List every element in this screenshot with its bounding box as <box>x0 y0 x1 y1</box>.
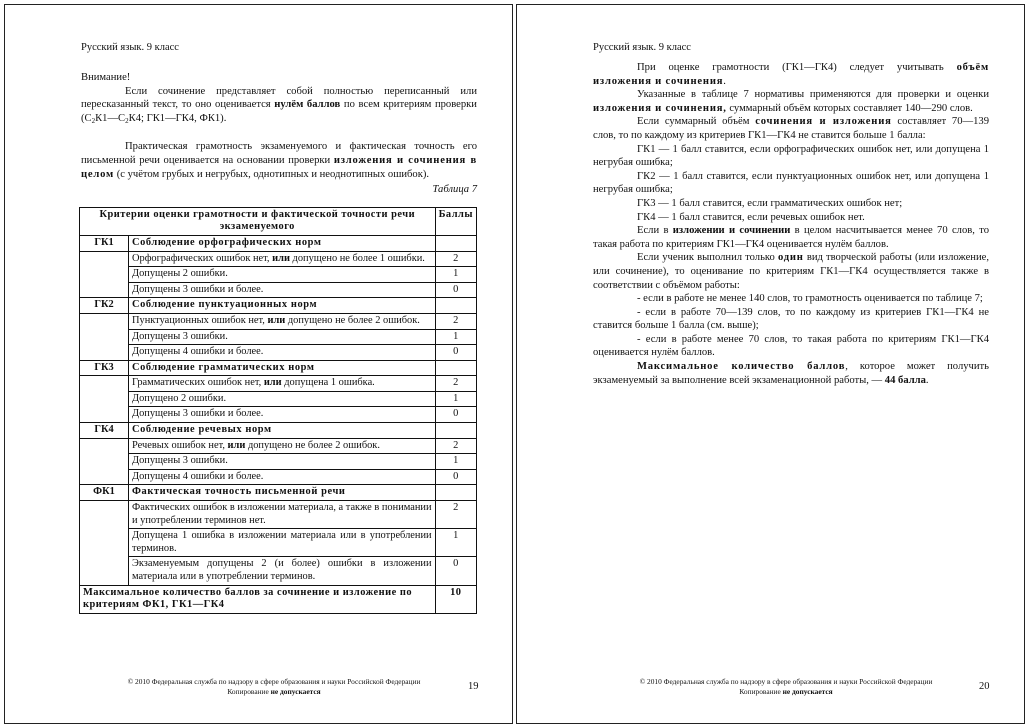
table-row <box>80 407 477 423</box>
code-cell <box>80 313 129 329</box>
literacy-paragraph: Практическая грамотность экзаменуемого и фактическая точность его письменной речи оценивается на основании проверки изложения и сочинения в целом (с учётом грубых и негрубых, однотипных и неоднотипных ошибок). <box>81 141 477 180</box>
paragraph: ГК4 — 1 балл ставится, если речевых ошибок нет. <box>637 211 865 223</box>
criterion-description: Допущены 4 ошибки и более. <box>129 345 436 361</box>
table-row <box>80 251 477 267</box>
criterion-code: ФК1 <box>80 485 129 501</box>
section-row <box>80 235 477 251</box>
page-number: 20 <box>979 681 990 692</box>
paragraph: ГК2 — 1 балл ставится, если пунктуационных ошибок нет, или допущена 1 негрубая ошибка; <box>593 170 989 196</box>
footer-copyright: © 2010 Федеральная служба по надзору в сфере образования и науки Российской Федерации <box>127 677 421 686</box>
points-cell <box>435 298 476 314</box>
criterion-description: Допущены 3 ошибки и более. <box>129 282 436 298</box>
table-row <box>80 267 477 283</box>
table-row <box>80 282 477 298</box>
criterion-description: Экзаменуемым допущены 2 (и более) ошибки в изложении материала или в употреблении терминов. <box>129 557 436 585</box>
criterion-description: Речевых ошибок нет, или допущено не более 2 ошибок. <box>129 438 436 454</box>
points-value: 1 <box>435 529 476 557</box>
criterion-description: Допущена 1 ошибка в изложении материала или в употреблении терминов. <box>129 529 436 557</box>
criterion-title: Соблюдение грамматических норм <box>129 360 436 376</box>
points-value: 2 <box>435 501 476 529</box>
code-cell <box>80 407 129 423</box>
table-row <box>80 329 477 345</box>
code-cell <box>80 529 129 557</box>
paragraph: - если в работе менее 70 слов, то такая работа по критериям ГК1—ГК4 оценивается нулём баллов. <box>593 333 989 359</box>
table-header-row <box>80 207 477 235</box>
attention-paragraph: Если сочинение представляет собой полностью переписанный или пересказанный текст, то оно оценивается нулём баллов по всем критериям проверки ($С_2К1—С_2К4$; ГК1—ГК4, ФК1). <box>81 85 477 125</box>
points-value: 1 <box>435 454 476 470</box>
paragraph: Если в изложении и сочинении в целом насчитывается менее 70 слов, то такая работа по критериям ГК1—ГК4 оценивается нулём баллов. <box>593 225 990 250</box>
section-row <box>80 423 477 439</box>
criterion-description: Допущены 4 ошибки и более. <box>129 469 436 485</box>
criterion-description: Допущены 2 ошибки. <box>129 267 436 283</box>
points-value: 2 <box>435 438 476 454</box>
points-cell <box>435 360 476 376</box>
total-label: Максимальное количество баллов за сочинение и изложение по критериям ФК1, ГК1—ГК4 <box>80 585 436 613</box>
table-row <box>80 454 477 470</box>
footer-copyright: © 2010 Федеральная служба по надзору в сфере образования и науки Российской Федерации <box>639 677 933 686</box>
table-row <box>80 557 477 585</box>
paragraph: При оценке грамотности (ГК1—ГК4) следует учитывать объём изложения и сочинения. <box>593 62 989 87</box>
footer <box>109 677 439 697</box>
table-row <box>80 391 477 407</box>
table-row <box>80 469 477 485</box>
criterion-code: ГК2 <box>80 298 129 314</box>
paragraph: ГК3 — 1 балл ставится, если грамматических ошибок нет; <box>637 197 903 209</box>
points-cell <box>435 485 476 501</box>
criteria-table <box>79 207 477 614</box>
criterion-description: Фактических ошибок в изложении материала, а также в понимании и употреблении терминов нет. <box>129 501 436 529</box>
paragraph: Если суммарный объём сочинения и изложения составляет 70—139 слов, то по каждому из критериев ГК1—ГК4 не ставится больше 1 балла: <box>593 116 989 141</box>
paragraph: Максимальное количество баллов, которое может получить экзаменуемый за выполнение всей экзаменационной работы, — 44 балла. <box>593 361 990 386</box>
code-cell <box>80 391 129 407</box>
criterion-title: Соблюдение орфографических норм <box>129 235 436 251</box>
page-content <box>593 61 989 387</box>
table-row <box>80 345 477 361</box>
paragraph: - если в работе 70—139 слов, то по каждому из критериев ГК1—ГК4 не ставится больше 1 балла (см. выше); <box>593 306 989 332</box>
points-value: 1 <box>435 267 476 283</box>
criterion-code: ГК1 <box>80 235 129 251</box>
page-header: Русский язык. 9 класс <box>593 42 691 53</box>
table-row <box>80 529 477 557</box>
section-row <box>80 360 477 376</box>
points-cell <box>435 423 476 439</box>
paragraph: Если ученик выполнил только один вид творческой работы (или изложение, или сочинение), то оценивание по критериям ГК1—ГК4 осуществляется также в соответствии с объёмом работы: <box>593 252 989 291</box>
points-cell <box>435 235 476 251</box>
page-number: 19 <box>468 681 479 692</box>
code-cell <box>80 454 129 470</box>
code-cell <box>80 376 129 392</box>
criterion-description: Допущены 3 ошибки. <box>129 454 436 470</box>
paragraph: ГК1 — 1 балл ставится, если орфографических ошибок нет, или допущена 1 негрубая ошибка; <box>593 143 989 169</box>
code-cell <box>80 282 129 298</box>
table-row <box>80 501 477 529</box>
code-cell <box>80 501 129 529</box>
criterion-description: Грамматических ошибок нет, или допущена 1 ошибка. <box>129 376 436 392</box>
points-value: 2 <box>435 376 476 392</box>
points-value: 0 <box>435 345 476 361</box>
header-points: Баллы <box>435 207 476 235</box>
table-row <box>80 313 477 329</box>
criterion-title: Соблюдение пунктуационных норм <box>129 298 436 314</box>
paragraph: - если в работе не менее 140 слов, то грамотность оценивается по таблице 7; <box>637 293 983 305</box>
page-content <box>81 71 477 614</box>
criterion-description: Допущены 3 ошибки. <box>129 329 436 345</box>
total-row <box>80 585 477 613</box>
points-value: 1 <box>435 391 476 407</box>
attention-title: Внимание! <box>81 72 131 83</box>
code-cell <box>80 345 129 361</box>
points-value: 0 <box>435 557 476 585</box>
page-left <box>4 4 513 724</box>
points-value: 2 <box>435 313 476 329</box>
criterion-title: Соблюдение речевых норм <box>129 423 436 439</box>
section-row <box>80 485 477 501</box>
section-row <box>80 298 477 314</box>
table-row <box>80 438 477 454</box>
page-header: Русский язык. 9 класс <box>81 42 179 53</box>
points-value: 1 <box>435 329 476 345</box>
criterion-description: Допущено 2 ошибки. <box>129 391 436 407</box>
code-cell <box>80 438 129 454</box>
points-value: 0 <box>435 282 476 298</box>
criterion-code: ГК4 <box>80 423 129 439</box>
footer <box>621 677 951 697</box>
criterion-description: Орфографических ошибок нет, или допущено не более 1 ошибки. <box>129 251 436 267</box>
criterion-code: ГК3 <box>80 360 129 376</box>
code-cell <box>80 329 129 345</box>
points-value: 0 <box>435 407 476 423</box>
criterion-description: Пунктуационных ошибок нет, или допущено не более 2 ошибок. <box>129 313 436 329</box>
points-value: 0 <box>435 469 476 485</box>
table-row <box>80 376 477 392</box>
code-cell <box>80 469 129 485</box>
footer-copy-note: Копирование не допускается <box>739 687 833 696</box>
code-cell <box>80 267 129 283</box>
total-points: 10 <box>435 585 476 613</box>
paragraph: Указанные в таблице 7 нормативы применяются для проверки и оценки изложения и сочинения, суммарный объём которых составляет 140—290 слов. <box>593 89 989 114</box>
code-cell <box>80 557 129 585</box>
table-title: Таблица 7 <box>432 184 477 196</box>
page-right <box>516 4 1025 724</box>
criterion-title: Фактическая точность письменной речи <box>129 485 436 501</box>
code-cell <box>80 251 129 267</box>
footer-copy-note: Копирование не допускается <box>227 687 321 696</box>
header-criteria: Критерии оценки грамотности и фактической точности речи экзаменуемого <box>80 207 436 235</box>
points-value: 2 <box>435 251 476 267</box>
criterion-description: Допущены 3 ошибки и более. <box>129 407 436 423</box>
